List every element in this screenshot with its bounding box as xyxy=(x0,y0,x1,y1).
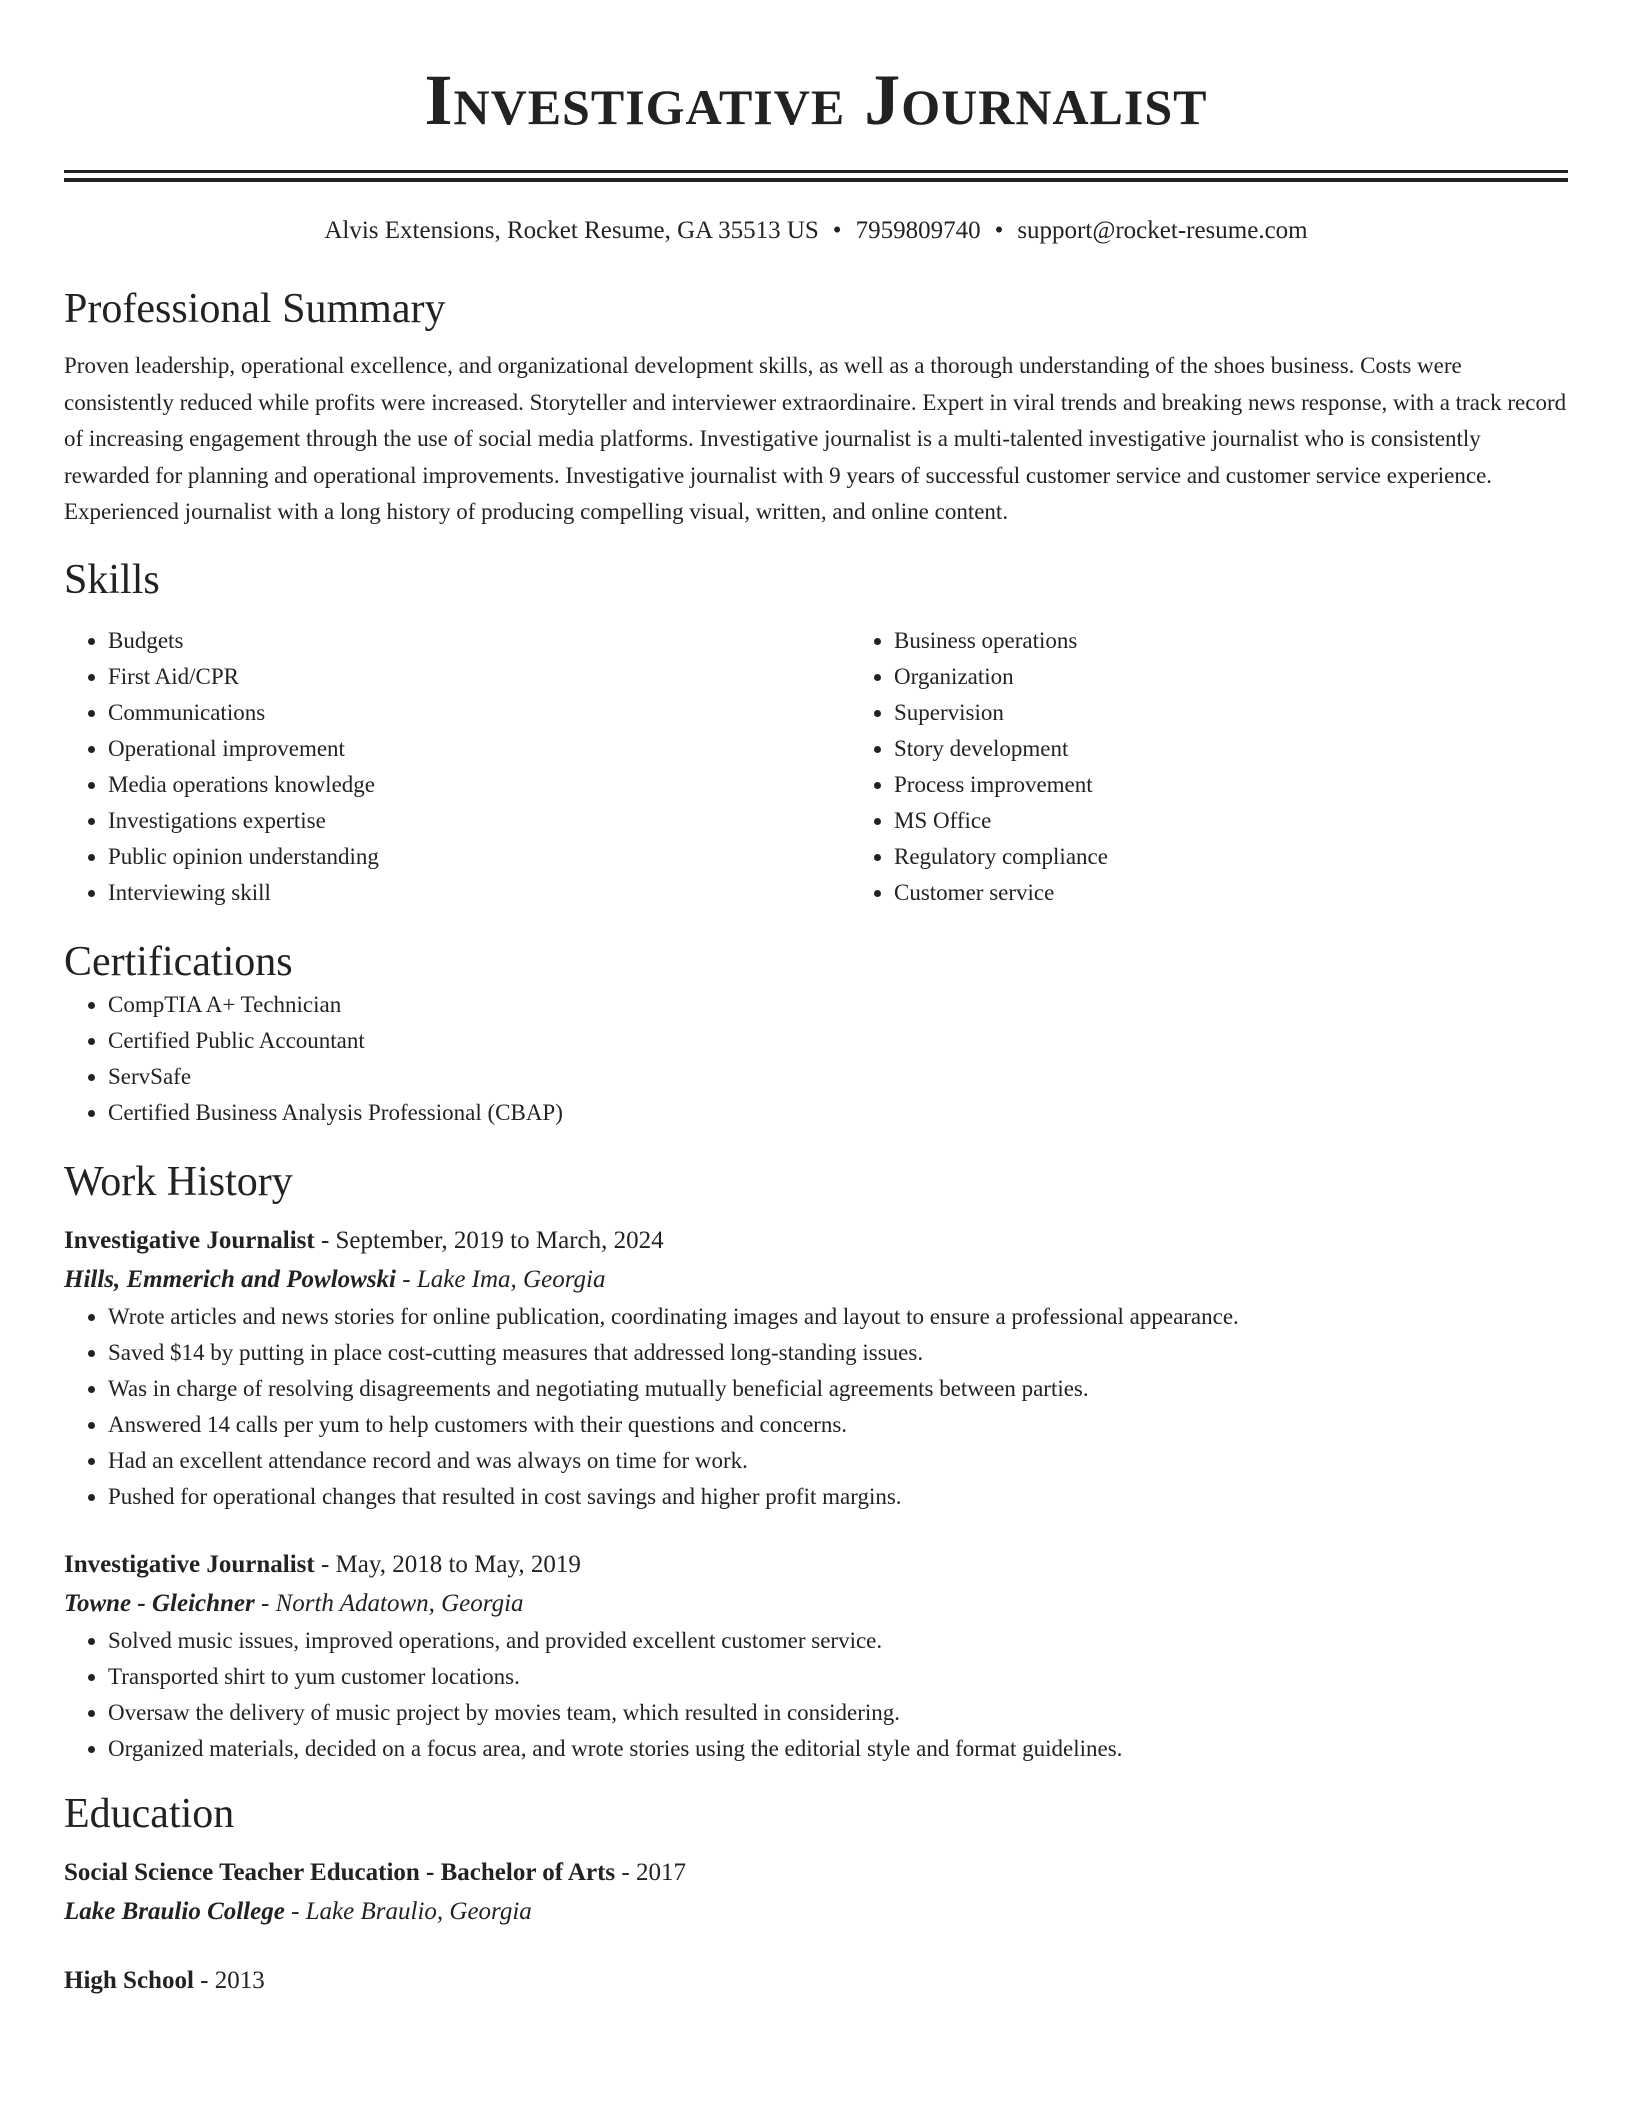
education-entry xyxy=(64,1961,1568,2000)
job-header xyxy=(64,1221,1568,1260)
job-dates: - September, 2019 to March, 2024 xyxy=(314,1226,664,1254)
skill-item: • Business operations xyxy=(894,623,1632,659)
summary-text: Proven leadership, operational excellence, and organizational development skills, as well as a thorough understanding of the shoes business. Costs were consistently reduced while profits were increased. Storyteller and interviewer extraordinaire. Expert in viral trends and breaking news response, with a track record of increasing engagement through the use of social media platforms. Investigative journalist is a multi-talented investigative journalist who is consistently rewarded for planning and operational improvements. Investigative journalist with 9 years of successful customer service and customer service experience. Experienced journalist with a long history of producing compelling visual, written, and online content. xyxy=(64,353,1567,524)
certification-item: • ServSafe xyxy=(108,1059,1568,1095)
job-bullets xyxy=(64,1299,1568,1515)
skill-item: • Story development xyxy=(894,731,1632,767)
skill-item: • Public opinion understanding xyxy=(108,839,850,875)
job-bullets xyxy=(64,1623,1568,1767)
contact-phone: 7959809740 xyxy=(855,217,981,244)
contact-separator: • xyxy=(832,217,842,244)
certification-item: • Certified Public Accountant xyxy=(108,1023,1568,1059)
education-entry xyxy=(64,1853,1568,1931)
skill-item: • Media operations knowledge xyxy=(108,767,850,803)
contact-line xyxy=(64,216,1568,246)
education-degree: High School xyxy=(64,1966,194,1994)
skill-item: • Interviewing skill xyxy=(108,875,850,911)
certifications-list xyxy=(64,987,1568,1131)
skills-columns xyxy=(64,623,1568,911)
job-company-name: Towne - Gleichner xyxy=(64,1589,255,1617)
skill-item: • Operational improvement xyxy=(108,731,850,767)
skills-list-right xyxy=(850,623,1632,911)
title-double-rule xyxy=(64,170,1568,182)
job-location: - North Adatown, Georgia xyxy=(254,1589,524,1617)
certification-item: • CompTIA A+ Technician xyxy=(108,987,1568,1023)
education-year: - 2013 xyxy=(193,1966,265,1994)
education-school: Lake Braulio College xyxy=(64,1897,285,1925)
job-entry xyxy=(64,1545,1568,1767)
job-bullet: • Transported shirt to yum customer locations. xyxy=(108,1659,1568,1695)
job-employer xyxy=(64,1584,1568,1623)
skill-item: • First Aid/CPR xyxy=(108,659,850,695)
job-bullet: • Pushed for operational changes that resulted in cost savings and higher profit margins. xyxy=(108,1479,1568,1515)
job-bullet: • Organized materials, decided on a focus area, and wrote stories using the editorial style and format guidelines. xyxy=(108,1731,1568,1767)
education-location: - Lake Braulio, Georgia xyxy=(284,1897,532,1925)
resume-page xyxy=(64,0,1568,2000)
job-bullet: • Solved music issues, improved operations, and provided excellent customer service. xyxy=(108,1623,1568,1659)
job-title: Investigative Journalist xyxy=(64,1226,315,1254)
skill-item: • Customer service xyxy=(894,875,1632,911)
job-entry xyxy=(64,1221,1568,1515)
education-year: - 2017 xyxy=(615,1858,686,1886)
skills-list-left xyxy=(64,623,850,911)
education-heading: Education xyxy=(64,1790,235,1837)
job-bullet: • Oversaw the delivery of music project by movies team, which resulted in considering. xyxy=(108,1695,1568,1731)
contact-email: support@rocket-resume.com xyxy=(1017,217,1308,244)
work-history-heading: Work History xyxy=(64,1158,293,1205)
skill-item: • Communications xyxy=(108,695,850,731)
skill-item: • Process improvement xyxy=(894,767,1632,803)
education-header xyxy=(64,1961,1568,2000)
skill-item: • Supervision xyxy=(894,695,1632,731)
job-bullet: • Had an excellent attendance record and was always on time for work. xyxy=(108,1443,1568,1479)
job-company-name: Hills, Emmerich and Powlowski xyxy=(64,1265,396,1293)
resume-title: Investigative Journalist xyxy=(424,60,1208,140)
job-title: Investigative Journalist xyxy=(64,1550,315,1578)
skill-item: • Organization xyxy=(894,659,1632,695)
contact-address: Alvis Extensions, Rocket Resume, GA 35513 US xyxy=(324,217,819,244)
education-degree: Social Science Teacher Education - Bachelor of Arts xyxy=(64,1858,616,1886)
education-school-line xyxy=(64,1892,1568,1931)
job-bullet: • Saved $14 by putting in place cost-cutting measures that addressed long-standing issues. xyxy=(108,1335,1568,1371)
skill-item: • MS Office xyxy=(894,803,1632,839)
summary-heading: Professional Summary xyxy=(64,286,446,332)
skills-heading: Skills xyxy=(64,556,160,603)
certifications-heading: Certifications xyxy=(64,938,293,985)
education-header xyxy=(64,1853,1568,1892)
certification-item: • Certified Business Analysis Professional (CBAP) xyxy=(108,1095,1568,1131)
job-employer xyxy=(64,1260,1568,1299)
contact-separator: • xyxy=(994,217,1004,244)
job-bullet: • Was in charge of resolving disagreements and negotiating mutually beneficial agreements between parties. xyxy=(108,1371,1568,1407)
skill-item: • Budgets xyxy=(108,623,850,659)
job-bullet: • Wrote articles and news stories for online publication, coordinating images and layout to ensure a professional appearance. xyxy=(108,1299,1568,1335)
skill-item: • Regulatory compliance xyxy=(894,839,1632,875)
job-bullet: • Answered 14 calls per yum to help customers with their questions and concerns. xyxy=(108,1407,1568,1443)
job-header xyxy=(64,1545,1568,1584)
skill-item: • Investigations expertise xyxy=(108,803,850,839)
job-dates: - May, 2018 to May, 2019 xyxy=(314,1550,581,1578)
job-location: - Lake Ima, Georgia xyxy=(396,1265,606,1293)
